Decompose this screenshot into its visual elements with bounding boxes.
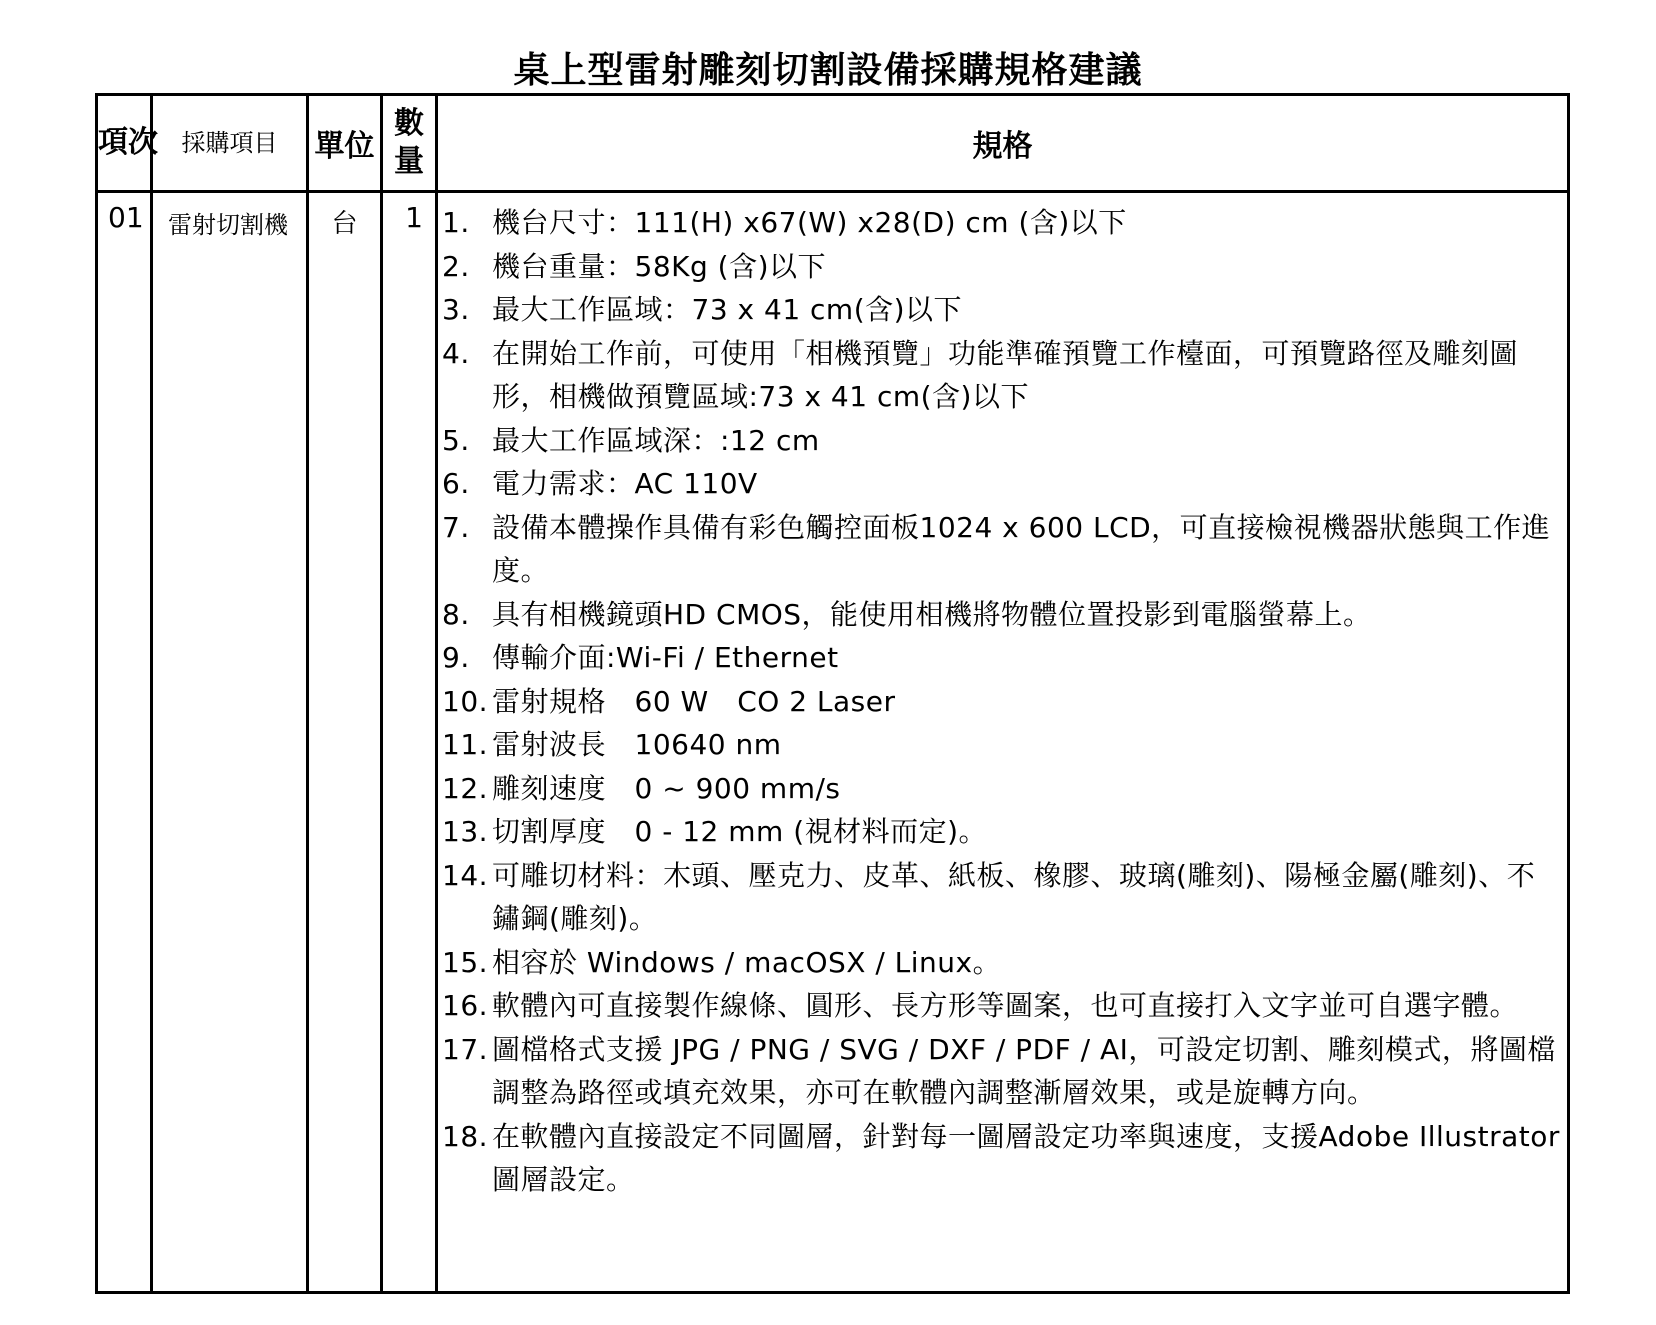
cell-spec [437, 192, 1569, 1293]
list-item [442, 854, 1561, 941]
list-item [442, 767, 1561, 811]
spec-number: 2. [442, 249, 470, 283]
cell-unit: 台 [308, 192, 382, 1293]
spec-table [95, 93, 1570, 1294]
header-quantity: 數量 [382, 95, 437, 192]
spec-text: 切割厚度 0 - 12 mm (視材料而定)。 [492, 815, 988, 848]
spec-text: 機台尺寸：111(H) x67(W) x28(D) cm (含)以下 [492, 206, 1127, 239]
spec-text: 雕刻速度 0 ~ 900 mm/s [492, 771, 841, 805]
spec-text: 雷射波長 10640 nm [492, 728, 782, 761]
spec-number: 7. [442, 510, 470, 544]
spec-text: 設備本體操作具備有彩色觸控面板1024 x 600 LCD，可直接檢視機器狀態與工作進度。 [492, 510, 1551, 587]
list-item [442, 506, 1561, 593]
spec-text: 具有相機鏡頭HD CMOS，能使用相機將物體位置投影到電腦螢幕上。 [492, 597, 1372, 631]
list-item [442, 201, 1561, 245]
list-item [442, 288, 1561, 332]
list-item [442, 419, 1561, 463]
spec-number: 12. [442, 771, 489, 805]
header-spec: 規格 [437, 95, 1569, 192]
spec-text: 圖檔格式支援 JPG / PNG / SVG / DXF / PDF / AI，可設定切割、雕刻模式，將圖檔調整為路徑或填充效果，亦可在軟體內調整漸層效果，或是旋轉方向。 [492, 1032, 1556, 1109]
document-title: 桌上型雷射雕刻切割設備採購規格建議 [513, 50, 1143, 91]
list-item [442, 941, 1561, 985]
spec-text: 雷射規格 60 W CO 2 Laser [492, 684, 896, 718]
spec-number: 5. [442, 423, 470, 457]
spec-text: 最大工作區域：73 x 41 cm(含)以下 [492, 293, 963, 326]
spec-number: 6. [442, 467, 470, 500]
spec-number: 4. [442, 336, 470, 370]
spec-text: 傳輸介面:Wi-Fi / Ethernet [492, 641, 839, 674]
list-item [442, 1028, 1561, 1115]
list-item [442, 245, 1561, 289]
list-item [442, 984, 1561, 1028]
spec-number: 1. [442, 206, 470, 239]
spec-number: 18. [442, 1119, 489, 1153]
list-item [442, 723, 1561, 767]
spec-text: 相容於 Windows / macOSX / Linux。 [492, 945, 1002, 979]
cell-item-no: 01 [97, 192, 152, 1293]
spec-number: 17. [442, 1032, 489, 1066]
header-procurement-item: 採購項目 [152, 95, 308, 192]
cell-quantity: 1 [382, 192, 437, 1293]
spec-text: 最大工作區域深：:12 cm [492, 423, 820, 457]
spec-number: 13. [442, 815, 489, 848]
spec-text: 在開始工作前，可使用「相機預覽」功能準確預覽工作檯面，可預覽路徑及雕刻圖形，相機做預覽區域:73 x 41 cm(含)以下 [492, 336, 1519, 413]
cell-item-name: 雷射切割機 [152, 192, 308, 1293]
spec-number: 15. [442, 945, 489, 979]
spec-text: 可雕切材料：木頭、壓克力、皮革、紙板、橡膠、玻璃(雕刻)、陽極金屬(雕刻)、不鏽鋼(雕刻)。 [492, 858, 1536, 935]
spec-number: 11. [442, 728, 489, 761]
spec-number: 14. [442, 858, 489, 892]
spec-number: 10. [442, 684, 489, 718]
table-row [97, 192, 1569, 1293]
spec-text: 電力需求：AC 110V [492, 467, 758, 500]
spec-number: 16. [442, 989, 489, 1022]
spec-number: 9. [442, 641, 470, 674]
spec-text: 在軟體內直接設定不同圖層，針對每一圖層設定功率與速度，支援Adobe Illustrator 圖層設定。 [492, 1119, 1560, 1196]
header-item-no: 項次 [97, 95, 152, 192]
spec-number: 8. [442, 597, 470, 631]
list-item [442, 332, 1561, 419]
list-item [442, 462, 1561, 506]
spec-text: 機台重量：58Kg (含)以下 [492, 249, 827, 283]
list-item [442, 636, 1561, 680]
list-item [442, 1115, 1561, 1202]
header-unit: 單位 [308, 95, 382, 192]
list-item [442, 680, 1561, 724]
spec-list [442, 201, 1561, 1202]
spec-number: 3. [442, 293, 470, 326]
header-row [97, 95, 1569, 192]
spec-text: 軟體內可直接製作線條、圓形、長方形等圖案，也可直接打入文字並可自選字體。 [492, 989, 1519, 1022]
list-item [442, 810, 1561, 854]
list-item [442, 593, 1561, 637]
